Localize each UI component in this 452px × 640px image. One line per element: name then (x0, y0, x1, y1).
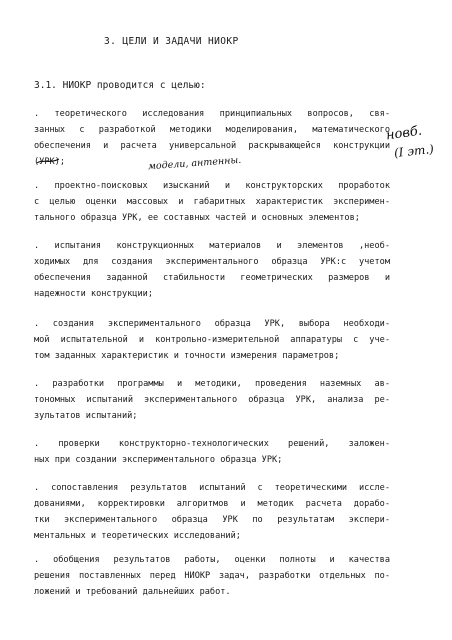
text-line: . сопоставления результатов испытаний с теоретическими иссле- (34, 483, 390, 493)
lead-paragraph: 3.1. НИОКР проводится с целью: (34, 80, 206, 91)
text-line: занных с разработкой методики моделирования, математического (34, 125, 390, 135)
list-item (34, 480, 390, 544)
text-line: ных при создании экспериментального образца УРК; (34, 455, 283, 465)
text-line: тального образца УРК, ее составных частей и основных элементов; (34, 213, 360, 223)
section-title: 3. ЦЕЛИ И ЗАДАЧИ НИОКР (104, 36, 239, 47)
list-item (34, 178, 390, 226)
text-line: . проектно-поисковых изысканий и конструкторских проработок (34, 181, 390, 191)
text-line: . разработки программы и методики, проведения наземных ав- (34, 379, 390, 389)
text-line: дованиями, корректировки алгоритмов и методик расчета дорабо- (34, 499, 390, 509)
text-line: обеспечения заданной стабильности геометрических размеров и (34, 273, 390, 283)
text-line: . теоретического исследования принципиальных вопросов, свя- (34, 109, 390, 119)
text-line: . испытания конструкционных материалов и элементов ,необ- (34, 241, 390, 251)
text-line: (УРК); (34, 157, 66, 167)
text-line: ходимых для создания экспериментального образца УРК:с учетом (34, 257, 390, 267)
handwritten-margin-note: новб. (385, 123, 423, 144)
list-item (34, 316, 390, 364)
list-item (34, 436, 390, 468)
handwritten-insertion: модели, антенны. (147, 154, 242, 173)
text-line: . проверки конструкторно-технологических решений, заложен- (34, 439, 390, 449)
list-item (34, 376, 390, 424)
text-line: ментальных и теоретических исследований; (34, 531, 241, 541)
text-line: с целью оценки массовых и габаритных характеристик эксперимен- (34, 197, 390, 207)
text-line: тки экспериментального образца УРК по результатам экспери- (34, 515, 390, 525)
text-line: ложений и требований дальнейших работ. (34, 587, 231, 597)
text-line: обеспечения и расчета универсальной раскрывающейся конструкции (34, 141, 390, 151)
text-line: зультатов испытаний; (34, 411, 138, 421)
list-item (34, 552, 390, 600)
handwritten-margin-note: (I эт.) (393, 141, 435, 161)
text-line: мой испытательной и контрольно-измерительной аппаратуры с уче- (34, 335, 390, 345)
text-line: тономных испытаний экспериментального образца УРК, анализа ре- (34, 395, 390, 405)
text-line: решения поставленных перед НИОКР задач, разработки отдельных по- (34, 571, 390, 581)
text-line: . создания экспериментального образца УРК, выбора необходи- (34, 319, 390, 329)
handwritten-strike-mark (36, 156, 60, 166)
text-line: том заданных характеристик и точности измерения параметров; (34, 351, 340, 361)
list-item (34, 238, 390, 302)
text-line: надежности конструкции; (34, 289, 153, 299)
text-line: . обобщения результатов работы, оценки полноты и качества (34, 555, 390, 565)
